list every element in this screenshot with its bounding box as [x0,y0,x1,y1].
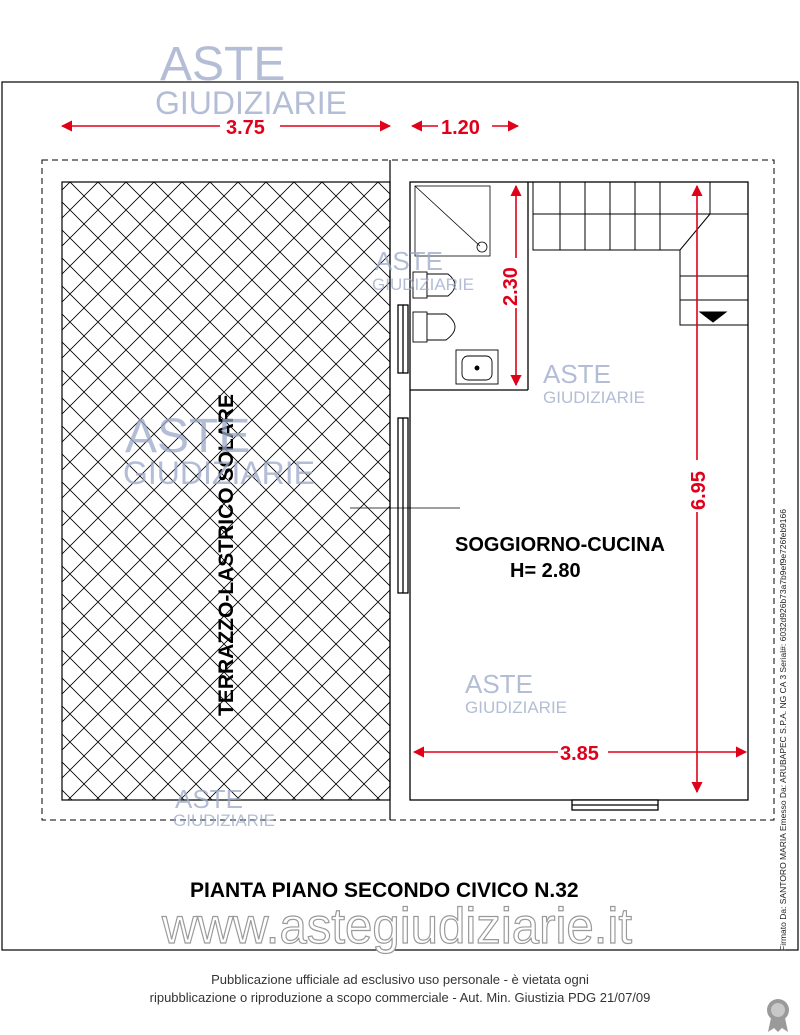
footer-line-2: ripubblicazione o riproduzione a scopo commerciale - Aut. Min. Giustizia PDG 21/07/09 [149,990,651,1005]
dim-terrace-width: 3.75 [226,117,265,139]
svg-text:ASTE: ASTE [125,410,251,463]
svg-text:GIUDIZIARIE: GIUDIZIARIE [173,811,276,830]
svg-text:ASTE: ASTE [175,784,243,814]
svg-text:GIUDIZIARIE: GIUDIZIARIE [465,698,568,717]
dim-living-width: 3.85 [560,743,599,765]
svg-text:ASTE: ASTE [465,669,533,699]
dim-bath-width: 1.20 [441,117,480,139]
signature-strip: Firmato Da: SANTORO MARIA Emesso Da: ARUBAPEC S.P.A. NG CA 3 Serial#: 6032d926b73a7b9ef9e726feb9166 [778,509,788,951]
sink-icon [456,350,498,384]
url-watermark: www.astegiudiziarie.it [161,898,633,954]
svg-text:ASTE: ASTE [543,359,611,389]
svg-text:ASTE: ASTE [375,246,443,276]
svg-text:ASTE: ASTE [160,38,286,91]
footer-line-1: Pubblicazione ufficiale ad esclusivo uso personale - è vietata ogni [211,972,589,987]
svg-text:GIUDIZIARIE: GIUDIZIARIE [123,455,316,491]
room-label-terrace: TERRAZZO-LASTRICO SOLARE [215,394,238,716]
svg-text:GIUDIZIARIE: GIUDIZIARIE [155,85,348,121]
svg-text:GIUDIZIARIE: GIUDIZIARIE [543,388,646,407]
staircase [533,182,748,325]
room-label-living: SOGGIORNO-CUCINA [455,534,665,556]
dim-living-height: 6.95 [688,471,710,510]
svg-text:GIUDIZIARIE: GIUDIZIARIE [372,275,475,294]
dim-bath-height: 2.30 [500,267,522,306]
room-height-label: H= 2.80 [510,560,581,582]
plan-title: PIANTA PIANO SECONDO CIVICO N.32 [190,879,579,902]
